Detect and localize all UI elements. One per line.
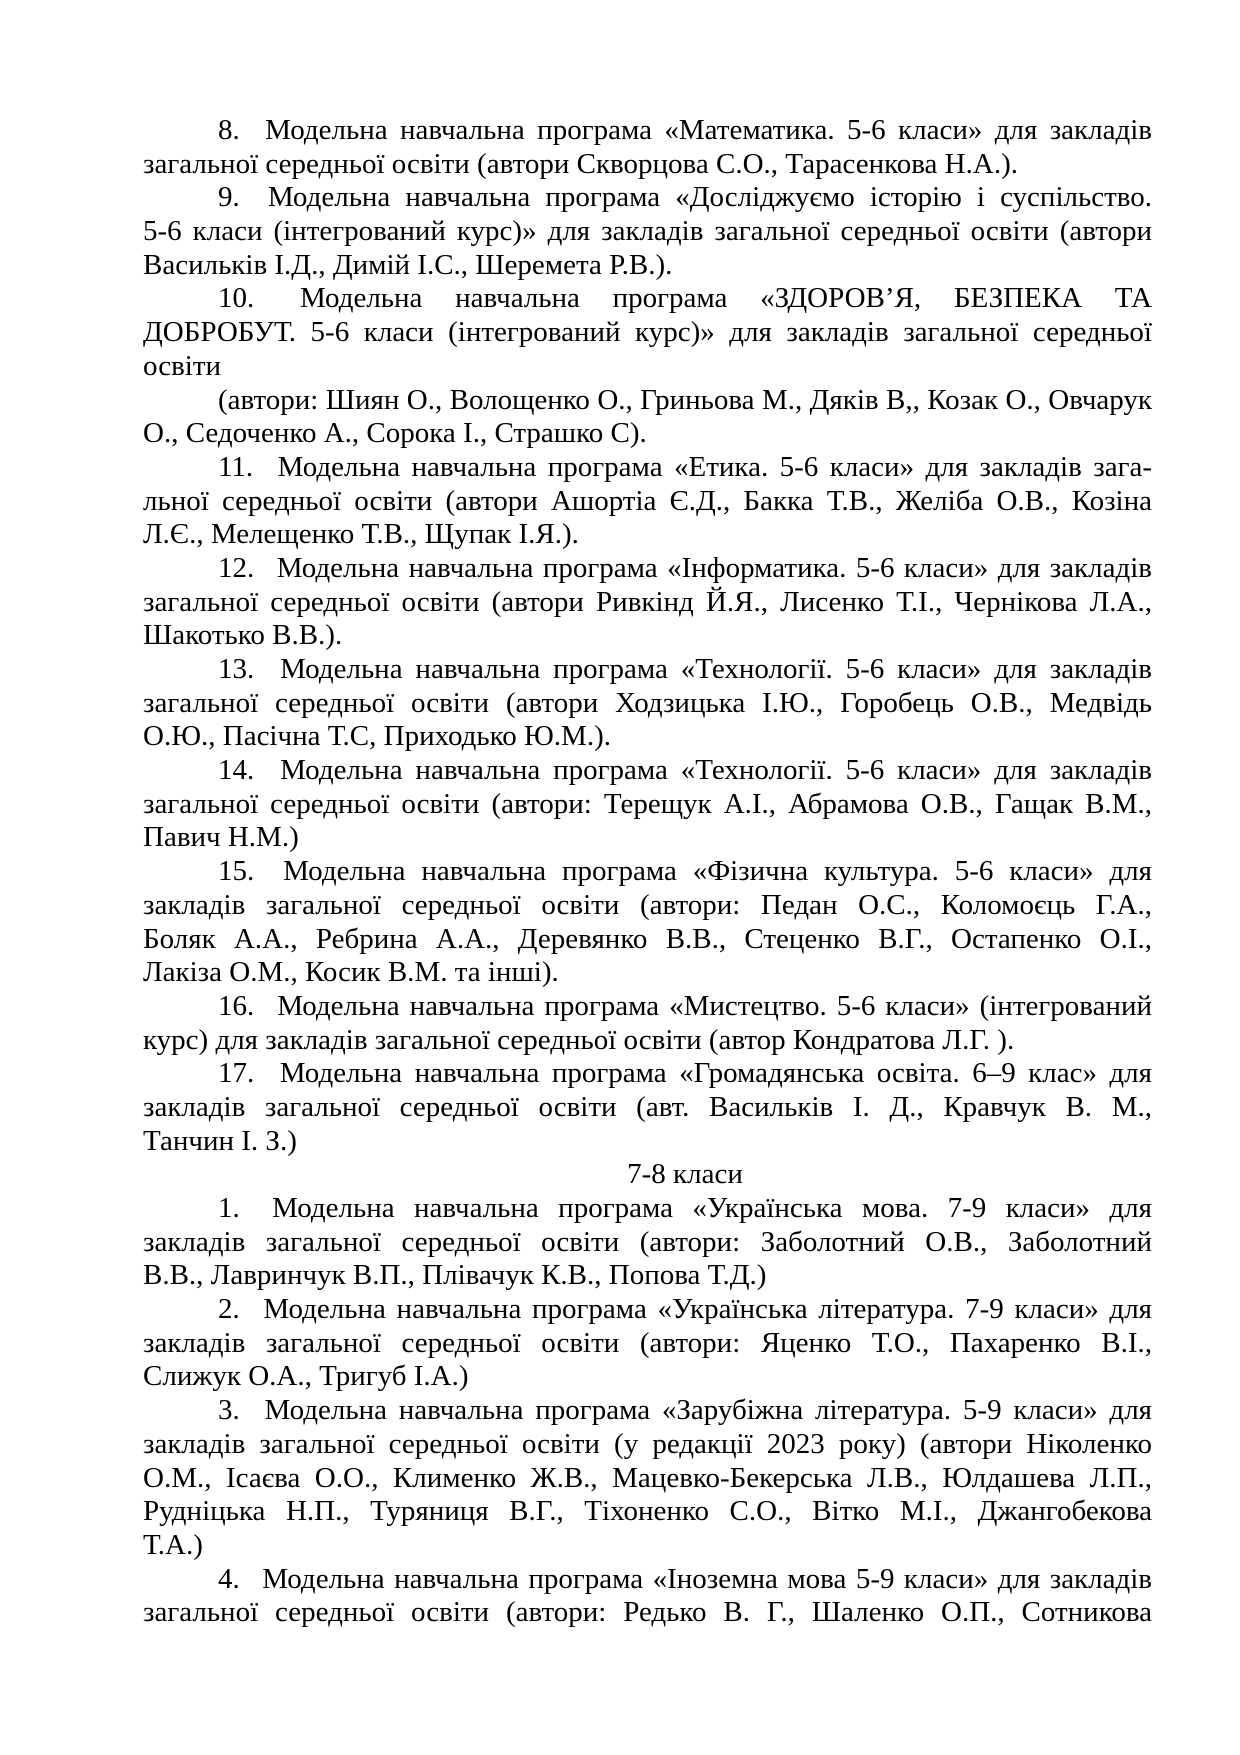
item-number: 8. bbox=[218, 114, 240, 146]
section-heading: 7-8 класи bbox=[627, 1158, 743, 1191]
list-item-line: 8. Модельна навчальна програма «Математика. 5-6 класи» для закладів bbox=[218, 114, 1152, 146]
item-number: 9. bbox=[218, 181, 240, 214]
list-item-line: Боляк А.А., Ребрина А.А., Деревянко В.В., Стеценко В.Г., Остапенко О.І., bbox=[143, 922, 1152, 955]
list-item-line: 4. Модельна навчальна програма «Іноземна мова 5-9 класи» для закладів bbox=[218, 1562, 1152, 1595]
list-item-line: загальної середньої освіти (автори: Терещук А.І., Абрамова О.В., Гащак В.М., bbox=[143, 787, 1152, 820]
list-item-line: Слижук О.А., Тригуб І.А.) bbox=[143, 1360, 469, 1393]
list-item-line: Т.А.) bbox=[143, 1528, 203, 1561]
list-item-line: 13. Модельна навчальна програма «Технології. 5-6 класи» для закладів bbox=[218, 653, 1152, 685]
list-item-line: Танчин І. З.) bbox=[143, 1124, 297, 1157]
list-item-line: Л.Є., Мелещенко Т.В., Щупак І.Я.). bbox=[143, 518, 579, 551]
list-item-line: Шакотько В.В.). bbox=[143, 619, 343, 652]
list-item-line: 15. Модельна навчальна програма «Фізична культура. 5-6 класи» для bbox=[218, 855, 1152, 888]
list-item-line: закладів загальної середньої освіти (у редакції 2023 року) (автори Ніколенко bbox=[143, 1427, 1152, 1460]
list-item-line: 10. Модельна навчальна програма «ЗДОРОВ’Я, БЕЗПЕКА ТА bbox=[218, 282, 1152, 315]
list-item-line: закладів загальної середньої освіти (автори: Яценко Т.О., Пахаренко В.І., bbox=[143, 1326, 1152, 1359]
list-item-line: закладів загальної середньої освіти (автори: Заболотний О.В., Заболотний bbox=[143, 1225, 1152, 1258]
list-item-line: закладів загальної середньої освіти (автори: Педан О.С., Коломоєць Г.А., bbox=[143, 888, 1152, 921]
list-item-line: 11. Модельна навчальна програма «Етика. 5-6 класи» для закладів зага- bbox=[218, 450, 1152, 483]
list-item-line: 2. Модельна навчальна програма «Українська література. 7-9 класи» для bbox=[218, 1293, 1152, 1326]
list-item-line: загальної середньої освіти (автори: Редько В. Г., Шаленко О.П., Сотникова bbox=[143, 1596, 1152, 1629]
list-item-line: О.Ю., Пасічна Т.С, Приходько Ю.М.). bbox=[143, 720, 611, 753]
list-item-line: В.В., Лавринчук В.П., Плівачук К.В., Попова Т.Д.) bbox=[143, 1259, 767, 1292]
list-item-line: Рудніцька Н.П., Туряниця В.Г., Тіхоненко С.О., Вітко М.І., Джангобекова bbox=[143, 1495, 1152, 1528]
list-item-line: освіти bbox=[143, 349, 222, 382]
list-item-line: О.М., Ісаєва О.О., Клименко Ж.В., Мацевко-Бекерська Л.В., Юлдашева Л.П., bbox=[143, 1461, 1152, 1494]
list-item-line: загальної середньої освіти (автори Ходзицька І.Ю., Горобець О.В., Медвідь bbox=[143, 686, 1152, 719]
list-item-line: 3. Модельна навчальна програма «Зарубіжна література. 5-9 класи» для bbox=[218, 1394, 1152, 1427]
item-number: 13. bbox=[218, 653, 255, 685]
paragraph-line: (автори: Шиян О., Волощенко О., Гриньова М., Дяків В,, Козак О., Овчарук bbox=[218, 383, 1152, 416]
list-item-line: 17. Модельна навчальна програма «Громадянська освіта. 6–9 клас» для bbox=[218, 1057, 1152, 1090]
list-item-line: 16. Модельна навчальна програма «Мистецтво. 5-6 класи» (інтегрований bbox=[218, 989, 1152, 1022]
item-number: 1. bbox=[218, 1192, 240, 1224]
item-number: 2. bbox=[218, 1293, 240, 1326]
list-item-line: 9. Модельна навчальна програма «Досліджуємо історію і суспільство. bbox=[218, 181, 1152, 214]
list-item-line: закладів загальної середньої освіти (авт. Васильків І. Д., Кравчук В. М., bbox=[143, 1090, 1152, 1123]
list-item-line: Васильків І.Д., Димій І.С., Шеремета Р.В.). bbox=[143, 248, 673, 281]
list-item-line: 12. Модельна навчальна програма «Інформатика. 5-6 класи» для закладів bbox=[218, 551, 1152, 584]
list-item-line: курс) для закладів загальної середньої освіти (автор Кондратова Л.Г. ). bbox=[143, 1023, 1015, 1056]
item-number: 17. bbox=[218, 1057, 255, 1090]
item-number: 10. bbox=[218, 282, 255, 315]
document-text bbox=[143, 114, 1152, 1630]
item-number: 3. bbox=[218, 1394, 240, 1427]
list-item-line: Лакіза О.М., Косик В.М. та інші). bbox=[143, 956, 559, 989]
item-number: 15. bbox=[218, 855, 255, 888]
paragraph-line: О., Седоченко А., Сорока І., Страшко С). bbox=[143, 417, 647, 450]
list-item-line: загальної середньої освіти (автори Скворцова С.О., Тарасенкова Н.А.). bbox=[143, 147, 1018, 180]
item-number: 16. bbox=[218, 989, 255, 1022]
list-item-line: 1. Модельна навчальна програма «Українська мова. 7-9 класи» для bbox=[218, 1192, 1152, 1224]
item-number: 14. bbox=[218, 754, 255, 787]
list-item-line: загальної середньої освіти (автори Ривкінд Й.Я., Лисенко Т.І., Чернікова Л.А., bbox=[143, 585, 1152, 618]
list-item-line: льної середньої освіти (автори Ашортіа Є.Д., Бакка Т.В., Желіба О.В., Козіна bbox=[143, 484, 1152, 517]
list-item-line: Павич Н.М.) bbox=[143, 821, 299, 854]
item-number: 4. bbox=[218, 1562, 240, 1595]
item-number: 12. bbox=[218, 551, 255, 584]
list-item-line: 5-6 класи (інтегрований курс)» для закладів загальної середньої освіти (автори bbox=[143, 215, 1152, 248]
list-item-line: 14. Модельна навчальна програма «Технології. 5-6 класи» для закладів bbox=[218, 754, 1152, 787]
item-number: 11. bbox=[218, 450, 254, 483]
list-item-line: ДОБРОБУТ. 5-6 класи (інтегрований курс)» для закладів загальної середньої bbox=[143, 316, 1152, 349]
